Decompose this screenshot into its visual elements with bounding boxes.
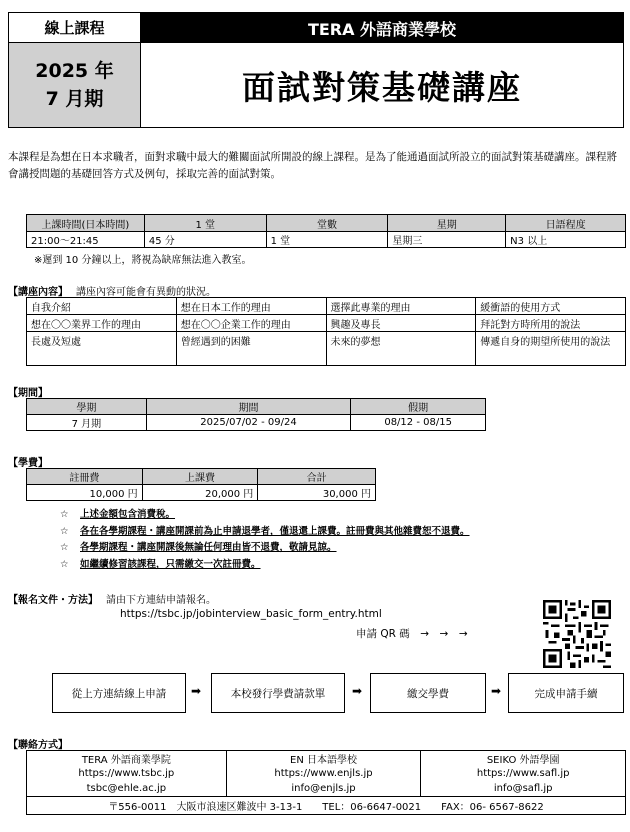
star-icon: ☆ [60,542,69,553]
period-cell: 2025/07/02 - 09/24 [146,415,351,431]
contact-url[interactable]: https://www.enjls.jp [226,766,421,781]
content-cell: 拜託對方時所用的說法 [476,315,626,332]
fee-note: ☆ 如繼續修習該課程，只需繳交一次註冊費。 [60,557,470,574]
period-title: 【期間】 [8,388,48,399]
content-cell: 想在〇〇業界工作的理由 [27,315,177,332]
contact-school-name: SEIKO 外語學園 [421,751,626,767]
schedule-cell: 星期三 [388,232,506,248]
qr-code-icon[interactable] [543,600,611,668]
fee-notes [60,507,470,573]
content-cell: 自我介紹 [27,298,177,315]
contact-url[interactable]: https://www.tsbc.jp [27,766,227,781]
fee-note: ☆ 上述金額包含消費稅。 [60,507,470,524]
schedule-header: 上課時間(日本時間) [27,215,145,232]
content-cell: 興趣及專長 [326,315,476,332]
arrow-right-icon: ➡ [352,684,363,698]
period-header: 學期 [27,399,147,415]
step-pay-tuition: 繳交學費 [370,673,486,713]
late-note: ※遲到 10 分鐘以上，將視為缺席無法進入教室。 [34,255,252,266]
content-cell: 緩衝語的使用方式 [476,298,626,315]
fees-header: 上課費 [142,469,258,485]
arrow-right-icon: ➡ [491,684,502,698]
term-box [9,43,141,127]
course-type-label: 線上課程 [9,13,141,43]
contact-school-name: EN 日本語學校 [226,751,421,767]
fee-note: ☆ 各學期課程・講座開課後無論任何理由皆不退費，敬請見諒。 [60,540,470,557]
period-header: 假期 [351,399,486,415]
schedule-cell: 45 分 [144,232,266,248]
arrow-right-icon: ➡ [191,684,202,698]
fees-header: 合計 [258,469,376,485]
step-online-apply: 從上方連結線上申請 [52,673,186,713]
content-section-heading [8,283,216,298]
fees-title: 【學費】 [8,458,48,469]
star-icon: ☆ [60,558,69,570]
period-header: 期間 [146,399,351,415]
period-cell: 08/12 - 08/15 [351,415,486,431]
schedule-header: 日語程度 [506,215,626,232]
apply-title: 【報名文件・方法】 [8,595,98,606]
page-title: 面試對策基礎講座 [242,67,522,107]
content-cell: 選擇此專業的理由 [326,298,476,315]
contact-email[interactable]: tsbc@ehle.ac.jp [27,781,227,796]
content-cell: 傳遞自身的期望所使用的說法 [476,332,626,366]
fees-cell: 10,000 円 [27,485,143,501]
term-month: 7 月期 [45,88,104,110]
term-year: 2025 年 [35,59,114,82]
header-block [8,12,624,128]
contact-title: 【聯絡方式】 [8,740,68,751]
star-icon: ☆ [60,509,69,520]
contact-url[interactable]: https://www.safl.jp [421,766,626,781]
schedule-cell: 1 堂 [266,232,388,248]
schedule-header: 1 堂 [144,215,266,232]
schedule-header: 堂數 [266,215,388,232]
schedule-table [26,214,626,248]
content-cell: 長處及短處 [27,332,177,366]
content-cell: 想在日本工作的理由 [176,298,326,315]
contact-school-name: TERA 外語商業學院 [27,751,227,767]
period-table [26,398,486,431]
schedule-cell: N3 以上 [506,232,626,248]
content-cell: 曾經遇到的困難 [176,332,326,366]
intro-text: 本課程是為想在日本求職者，面對求職中最大的難關面試所開設的線上課程。是為了能通過面試所設立的面試對策基礎講座。課程將會講授問題的基礎回答方式及例句，採取完善的面試對策。 [8,151,617,180]
step-invoice: 本校發行學費請款單 [211,673,345,713]
contact-address: 〒556-0011 大阪市浪速区難波中 3-13-1 TEL：06-6647-0021 FAX：06- 6567-8622 [27,796,626,814]
schedule-header: 星期 [388,215,506,232]
content-cell: 未來的夢想 [326,332,476,366]
school-name: TERA 外語商業學校 [141,13,623,43]
fees-cell: 20,000 円 [142,485,258,501]
qr-label: 申請 QR 碼 → → → [356,628,468,640]
fee-note: ☆ 各在各學期課程・講座開課前為止申請退學者，僅退還上課費。註冊費與其他雜費恕不退費。 [60,524,470,541]
contact-table [26,750,626,815]
star-icon: ☆ [60,525,69,537]
content-title: 【講座內容】 [8,287,68,298]
step-complete: 完成申請手續 [508,673,624,713]
contact-email[interactable]: info@safl.jp [421,781,626,796]
content-table [26,297,626,366]
fees-table [26,468,376,501]
fees-header: 註冊費 [27,469,143,485]
content-subtitle: 講座內容可能會有異動的狀況。 [76,287,216,298]
apply-subtitle: 請由下方連結申請報名。 [106,595,216,606]
contact-email[interactable]: info@enjls.jp [226,781,421,796]
content-cell: 想在〇〇企業工作的理由 [176,315,326,332]
fees-cell: 30,000 円 [258,485,376,501]
apply-section-heading [8,591,216,606]
apply-link[interactable]: https://tsbc.jp/jobinterview_basic_form_entry.html [120,608,382,620]
schedule-cell: 21:00～21:45 [27,232,145,248]
period-cell: 7 月期 [27,415,147,431]
